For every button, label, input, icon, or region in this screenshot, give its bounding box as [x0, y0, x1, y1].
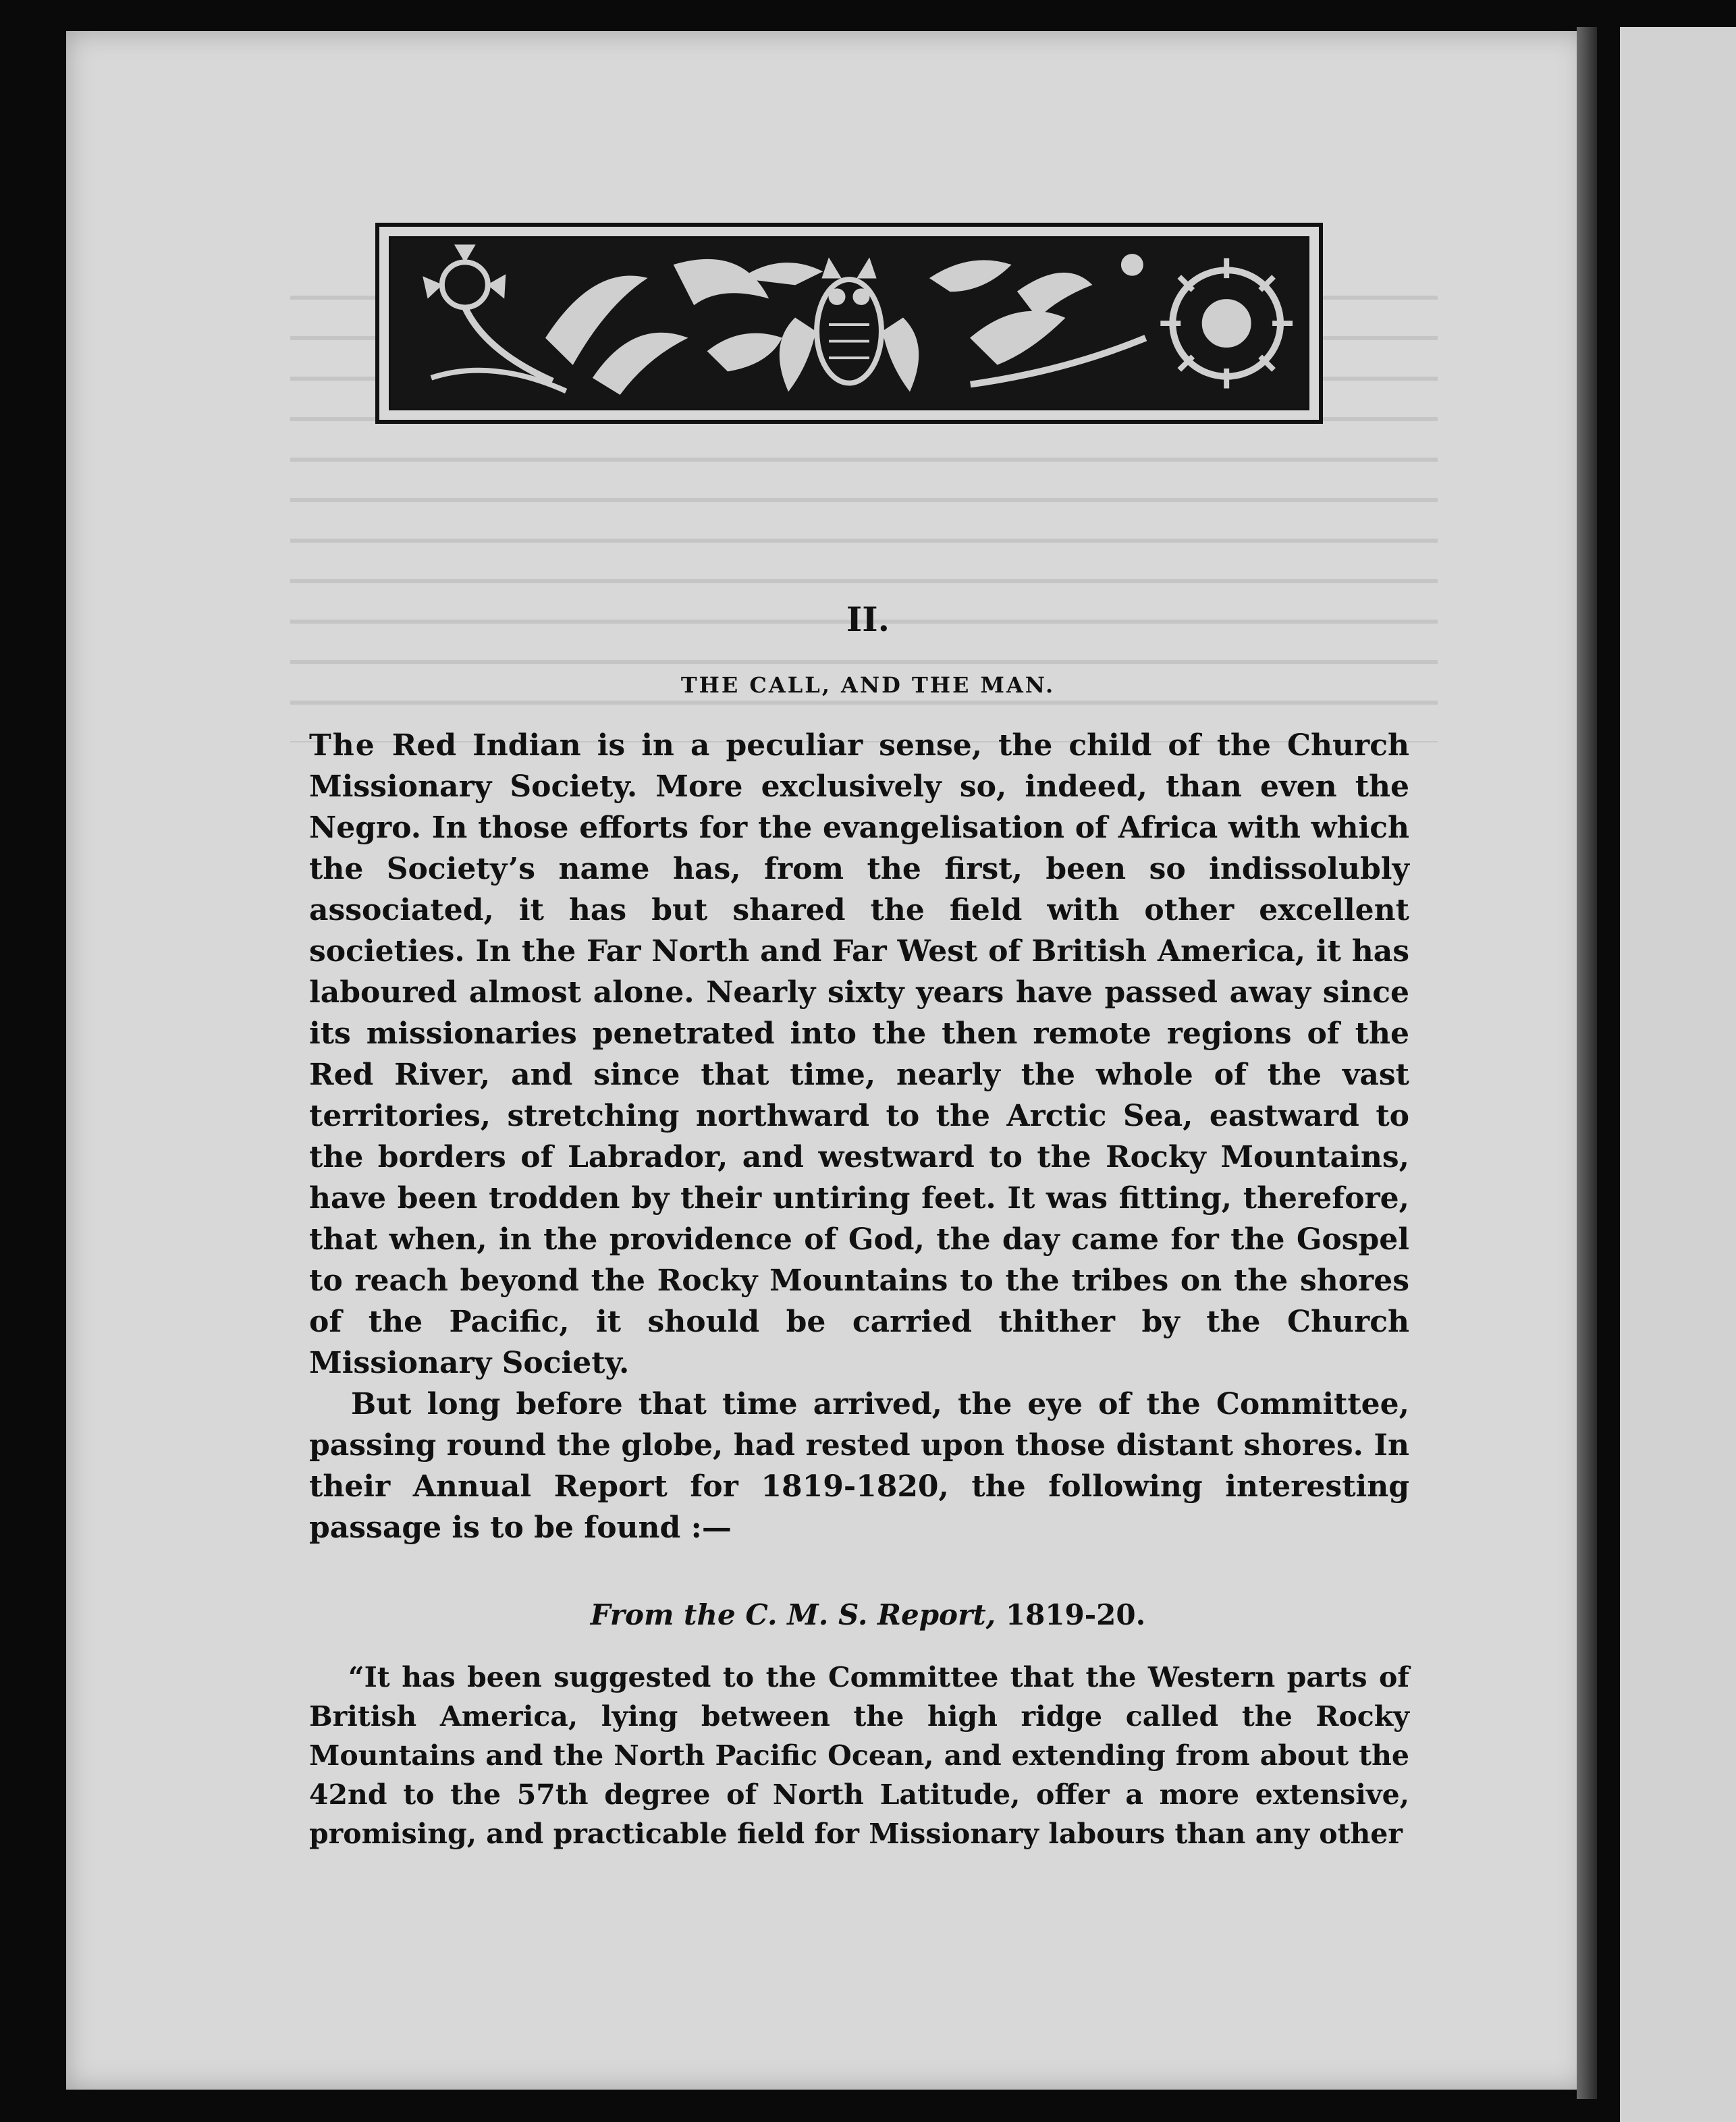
source-heading-years: 1819-20.	[1005, 1598, 1146, 1631]
facing-page-edge	[1620, 27, 1736, 2122]
paragraph-2: But long before that time arrived, the eye of the Committee, passing round the globe, had rested upon those distant shores. In their Annual Report for 1819-1820, the following interesting passage is to be found :—	[309, 1387, 1409, 1545]
page-gutter-edge	[1577, 27, 1597, 2099]
chapter-title: THE CALL, AND THE MAN.	[680, 672, 1056, 698]
floral-bird-owl-ornament-icon	[389, 236, 1309, 410]
source-heading	[0, 1598, 1736, 1631]
chapter-number: II.	[846, 599, 890, 639]
paragraph-lead-word: The	[309, 728, 376, 763]
paragraph-1	[309, 725, 1409, 1384]
paragraph-1-text: Red Indian is in a peculiar sense, the child of the Church Missionary Society. More exclusively so, indeed, than even the Negro. In those efforts for the evangelisation of Africa with which the Society’s name has, from the first, been so indissolubly associated, it has but shared the field with other excellent societies. In the Far North and Far West of British America, it has laboured almost alone. Nearly sixty years have passed away since its missionaries penetrated into the then remote regions of the Red River, and since that time, nearly the whole of the vast territories, stretching northward to the Arctic Sea, eastward to the borders of Labrador, and westward to the Rocky Mountains, have been trodden by their untiring feet. It was fitting, therefore, that when, in the providence of God, the day came for the Gospel to reach beyond the Rocky Mountains to the tribes on the shores of the Pacific, it should be carried thither by the Church Missionary Society.	[309, 728, 1409, 1380]
headpiece-ornament	[375, 223, 1323, 424]
source-heading-prefix: From the C. M. S. Report,	[590, 1598, 996, 1631]
quote-text: “It has been suggested to the Committee that the Western parts of British America, lying between the high ridge called the Rocky Mountains and the North Pacific Ocean, and extending from about the 42nd to the 57th degree of North Latitude, offer a more extensive, promising, and practicable field for Missionary labours than any other	[309, 1661, 1409, 1850]
quoted-passage	[309, 1658, 1409, 1853]
body-text	[309, 725, 1409, 1548]
